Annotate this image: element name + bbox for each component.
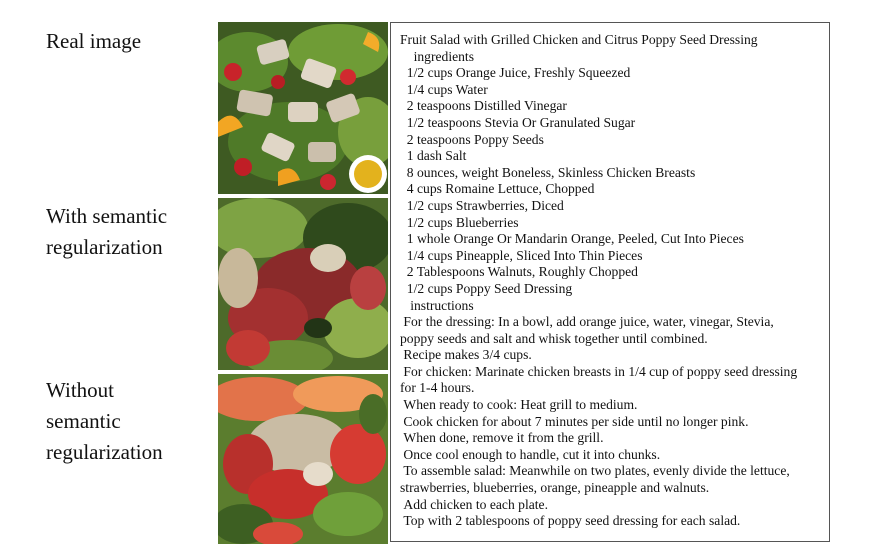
recipe-line: strawberries, blueberries, orange, pineapple and walnuts. (400, 480, 710, 496)
recipe-line: 2 teaspoons Poppy Seeds (400, 131, 544, 147)
recipe-line: 2 Tablespoons Walnuts, Roughly Chopped (400, 264, 638, 280)
recipe-line: 1/2 teaspoons Stevia Or Granulated Sugar (400, 114, 636, 130)
recipe-line: instructions (400, 297, 474, 313)
recipe-line: When done, remove it from the grill. (400, 430, 604, 446)
recipe-line: 1/4 cups Pineapple, Sliced Into Thin Pieces (400, 247, 643, 263)
recipe-line: Fruit Salad with Grilled Chicken and Citrus Poppy Seed Dressing (400, 32, 758, 47)
recipe-line: For the dressing: In a bowl, add orange juice, water, vinegar, Stevia, (400, 314, 774, 330)
recipe-line: Cook chicken for about 7 minutes per side until no longer pink. (400, 413, 749, 429)
recipe-line: For chicken: Marinate chicken breasts in 1/4 cup of poppy seed dressing (400, 363, 798, 379)
row-label-with-semantic-regularization: With semantic regularization (46, 204, 168, 259)
recipe-line: 2 teaspoons Distilled Vinegar (400, 98, 567, 114)
recipe-line: 1/2 cups Poppy Seed Dressing (400, 280, 573, 296)
recipe-text-box (390, 22, 830, 542)
recipe-line: Add chicken to each plate. (400, 496, 548, 512)
recipe-line: 1 whole Orange Or Mandarin Orange, Peeled, Cut Into Pieces (400, 231, 744, 247)
recipe-line: To assemble salad: Meanwhile on two plates, evenly divide the lettuce, (400, 463, 790, 479)
recipe-line: 1 dash Salt (400, 148, 467, 164)
recipe-line: When ready to cook: Heat grill to medium. (400, 397, 638, 413)
recipe-line: Top with 2 tablespoons of poppy seed dressing for each salad. (400, 513, 741, 529)
recipe-line: for 1-4 hours. (400, 380, 475, 396)
without-semantic-regularization-photo (218, 374, 388, 544)
row-label-real-image: Real image (46, 29, 142, 53)
recipe-line: 1/2 cups Strawberries, Diced (400, 197, 564, 213)
recipe-line: ingredients (400, 48, 474, 64)
recipe-line: 1/2 cups Blueberries (400, 214, 519, 230)
recipe-line: poppy seeds and salt and whisk together until combined. (400, 330, 708, 346)
recipe-line: 1/2 cups Orange Juice, Freshly Squeezed (400, 65, 631, 81)
recipe-line: Recipe makes 3/4 cups. (400, 347, 532, 363)
real-salad-photo (218, 22, 388, 194)
recipe-line: 4 cups Romaine Lettuce, Chopped (400, 181, 595, 197)
recipe-line: Once cool enough to handle, cut it into chunks. (400, 446, 661, 462)
row-label-without-semantic-regularization: Without semantic regularization (46, 378, 163, 464)
recipe-line: 1/4 cups Water (400, 81, 488, 97)
recipe-line: 8 ounces, weight Boneless, Skinless Chicken Breasts (400, 164, 696, 180)
with-semantic-regularization-photo (218, 198, 388, 370)
